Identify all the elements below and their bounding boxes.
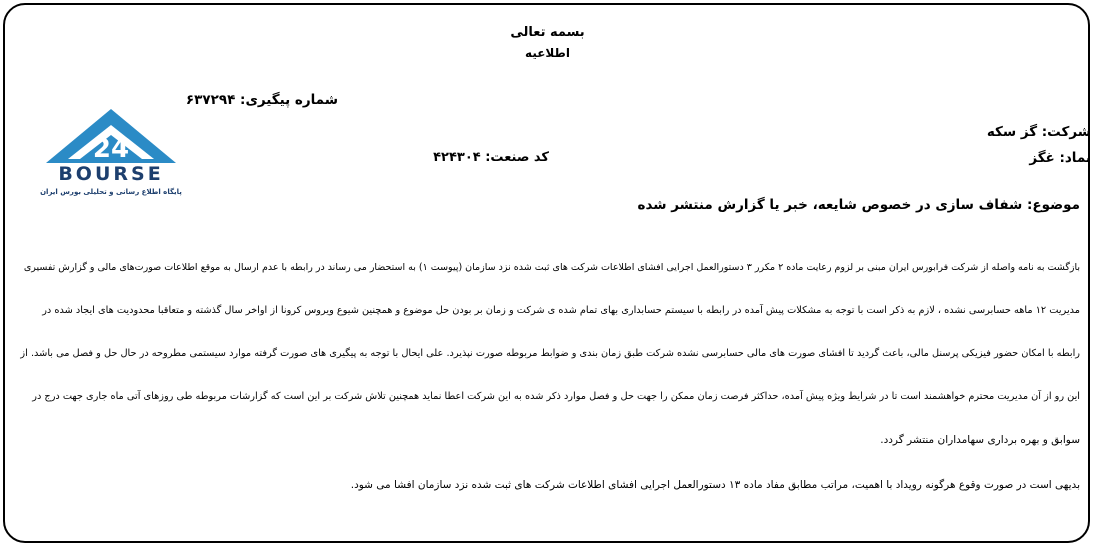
body-paragraph-line-5: سوابق و بهره برداری سهامداران منتشر گردد.: [880, 434, 1080, 446]
body-paragraph-line-3: رابطه با امکان حضور فیزیکی پرسنل مالی، باعث گردید تا افشای صورت های مالی حسابرسی نشده شرکت طبق زمان بندی و ضوابط مربوطه صورت نپذیرد. علی ایحال با توجه به پیگیری های صورت گرفته موارد سیستمی مطروحه در حال حل و فصل می باشد. از: [20, 348, 1080, 359]
header-announcement: اطلاعیه: [525, 46, 570, 60]
logo-triangle-icon: [36, 105, 186, 165]
body-paragraph-closing: بدیهی است در صورت وقوع هرگونه رویداد با اهمیت، مراتب مطابق مفاد ماده ۱۳ دستورالعمل اجرایی افشای اطلاعات شرکت های ثبت شده نزد سازمان افشا می شود.: [350, 479, 1080, 491]
tracking-number: شماره پیگیری: ۶۳۷۲۹۴: [185, 92, 338, 108]
logo-wordmark: BOURSE: [58, 163, 164, 185]
bourse24-logo: [36, 105, 186, 200]
body-paragraph-line-1: بازگشت به نامه واصله از شرکت فرابورس ایران مبنی بر لزوم رعایت ماده ۲ مکرر ۳ دستورالعمل اجرایی افشای اطلاعات شرکت های ثبت شده نزد سازمان (پیوست ۱) به استحضار می رساند در رابطه با عدم ارسال به موقع اطلاعات صورت‌های مالی و گزارش تفسیری: [23, 262, 1080, 273]
body-paragraph-line-2: مدیریت ۱۲ ماهه حسابرسی نشده ، لازم به ذکر است با توجه به مشکلات پیش آمده در رابطه با سیستم حسابداری بهای تمام شده ی شرکت و زمان بر بودن حل موضوع و همچنین شیوع ویروس کرونا از اواخر سال گذشته و متعاقبا محدودیت های ایجاد شده در: [42, 305, 1080, 316]
logo-numeral: 24: [92, 134, 130, 164]
document-frame: [3, 3, 1090, 543]
logo-tagline: پایگاه اطلاع رسانی و تحلیلی بورس ایران: [40, 188, 182, 196]
industry-code: کد صنعت: ۴۲۴۳۰۴: [433, 150, 549, 165]
body-paragraph-line-4: این رو از آن مدیریت محترم خواهشمند است تا در شرایط ویژه پیش آمده، حداکثر فرصت زمان ممکن را جهت حل و فصل موارد ذکر شده به این شرکت اعطا نماید همچنین تلاش شرکت بر این است که گزارشات مربوطه طی روزهای آتی ماه جاری جهت درج در: [32, 391, 1080, 402]
ticker-symbol: نماد: غگز: [1029, 150, 1091, 166]
company-name: شرکت: گز سکه: [986, 124, 1091, 140]
header-invocation: بسمه تعالی: [510, 25, 585, 40]
subject-line: موضوع: شفاف سازی در خصوص شایعه، خبر یا گزارش منتشر شده: [637, 197, 1080, 213]
